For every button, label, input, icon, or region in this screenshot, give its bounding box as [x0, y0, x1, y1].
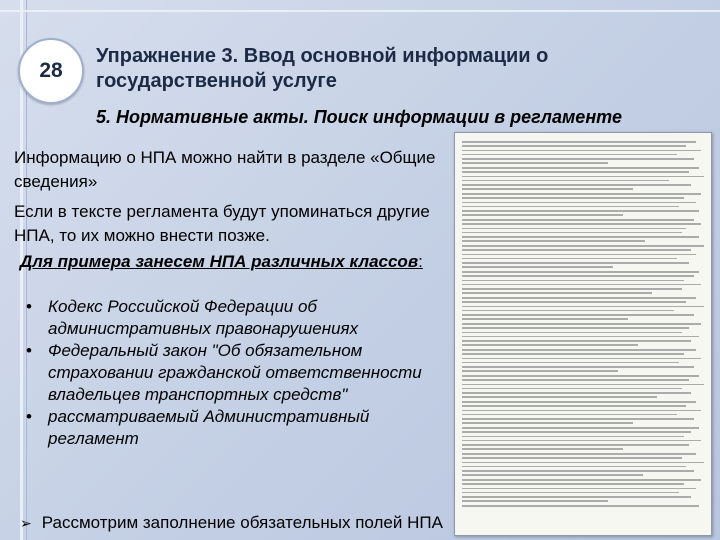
document-text-line [462, 323, 701, 325]
document-text-line [462, 249, 691, 251]
document-text-line [462, 141, 696, 143]
document-text-line [462, 145, 686, 147]
document-text-line [462, 457, 682, 459]
document-text-line [462, 258, 677, 260]
document-text-line [462, 496, 691, 498]
list-item [18, 406, 458, 450]
document-text-line [462, 349, 696, 351]
list-item-text: рассматриваемый Административный регламент [48, 407, 370, 448]
document-text-line [462, 210, 699, 212]
document-text-line [462, 184, 691, 186]
document-text-line [462, 474, 643, 476]
document-text-line [462, 162, 608, 164]
document-text-line [462, 353, 684, 355]
document-text-line [462, 332, 682, 334]
document-text-line [462, 340, 691, 342]
document-text-line [462, 171, 689, 173]
document-text-line [462, 466, 686, 468]
paragraph-npa-location: Информацию о НПА можно найти в разделе «Общие сведения» [14, 148, 436, 191]
footer-text: Рассмотрим заполнение обязательных полей НПА [41, 513, 443, 532]
bullet-dot-icon: • [26, 341, 32, 360]
document-text-line [462, 167, 699, 169]
document-text-line [462, 366, 694, 368]
document-text-line [462, 362, 679, 364]
document-text-line [462, 358, 701, 360]
document-text-line [462, 150, 701, 152]
list-item [18, 296, 458, 340]
npa-examples-list [18, 296, 458, 450]
document-text-line [462, 275, 694, 277]
document-text-line [462, 292, 652, 294]
document-text-line [462, 392, 691, 394]
document-text-line [462, 500, 608, 502]
document-text-line [462, 214, 623, 216]
document-text-line [462, 436, 684, 438]
document-text-line [462, 427, 699, 429]
document-text-line [462, 219, 694, 221]
document-text-line [462, 188, 633, 190]
slide-subtitle: 5. Нормативные акты. Поиск информации в регламенте [96, 107, 622, 127]
document-text-line [462, 396, 657, 398]
document-text-line [462, 245, 704, 247]
list-item [18, 340, 458, 406]
document-text-line [462, 375, 699, 377]
example-heading-suffix: : [418, 252, 423, 271]
document-text-line [462, 176, 704, 178]
paragraph-other-npa: Если в тексте регламента будут упоминаться другие НПА, то их можно внести позже. [14, 202, 430, 245]
document-text-line [462, 422, 633, 424]
document-text-line [462, 288, 682, 290]
document-text-line [462, 462, 704, 464]
document-text-line [462, 440, 701, 442]
document-text-line [462, 232, 682, 234]
document-text-line [462, 154, 677, 156]
document-text-line [462, 479, 701, 481]
document-text-lines [455, 133, 711, 507]
document-text-line [462, 284, 701, 286]
document-text-line [462, 444, 689, 446]
regulation-document-image [454, 132, 712, 536]
document-text-line [462, 401, 696, 403]
bullet-dot-icon: • [26, 297, 32, 316]
document-text-line [462, 266, 613, 268]
document-text-line [462, 280, 684, 282]
document-text-line [462, 236, 699, 238]
slide-number: 28 [39, 59, 63, 82]
document-text-line [462, 314, 694, 316]
document-text-line [462, 193, 701, 195]
top-decor-line [0, 10, 720, 12]
arrow-right-icon: ➢ [20, 515, 32, 531]
document-text-line [462, 505, 699, 507]
list-item-text: Федеральный закон "Об обязательном страховании гражданской ответственности владельцев транспортных средств" [48, 341, 422, 404]
document-text-line [462, 453, 696, 455]
document-text-line [462, 483, 684, 485]
document-text-line [462, 379, 689, 381]
document-text-line [462, 223, 701, 225]
document-text-line [462, 262, 689, 264]
list-item-text: Кодекс Российской Федерации об административных правонарушениях [48, 297, 359, 338]
document-text-line [462, 240, 645, 242]
document-text-line [462, 318, 628, 320]
document-text-line [462, 254, 696, 256]
example-heading [20, 250, 460, 274]
document-text-line [462, 306, 704, 308]
document-text-line [462, 448, 623, 450]
example-heading-text: Для примера занесем НПА различных классов [20, 252, 419, 271]
document-text-line [462, 180, 669, 182]
document-text-line [462, 488, 696, 490]
document-text-line [462, 410, 701, 412]
document-text-line [462, 310, 674, 312]
document-text-line [462, 297, 696, 299]
document-text-line [462, 271, 699, 273]
document-text-line [462, 414, 677, 416]
document-text-line [462, 405, 686, 407]
document-text-line [462, 301, 686, 303]
document-text-line [462, 388, 682, 390]
document-text-line [462, 384, 704, 386]
document-text-line [462, 344, 638, 346]
document-text-line [462, 336, 699, 338]
document-text-line [462, 418, 694, 420]
document-text-line [462, 327, 689, 329]
document-text-line [462, 228, 686, 230]
footer-note [20, 512, 480, 534]
document-text-line [462, 470, 694, 472]
document-text-line [462, 158, 694, 160]
document-text-line [462, 492, 679, 494]
document-text-line [462, 197, 684, 199]
document-text-line [462, 370, 618, 372]
bullet-dot-icon: • [26, 407, 32, 426]
document-text-line [462, 206, 679, 208]
slide-title: Упражнение 3. Ввод основной информации о государственной услуге [96, 45, 549, 92]
slide-number-badge [18, 38, 84, 104]
document-text-line [462, 202, 696, 204]
document-text-line [462, 431, 691, 433]
